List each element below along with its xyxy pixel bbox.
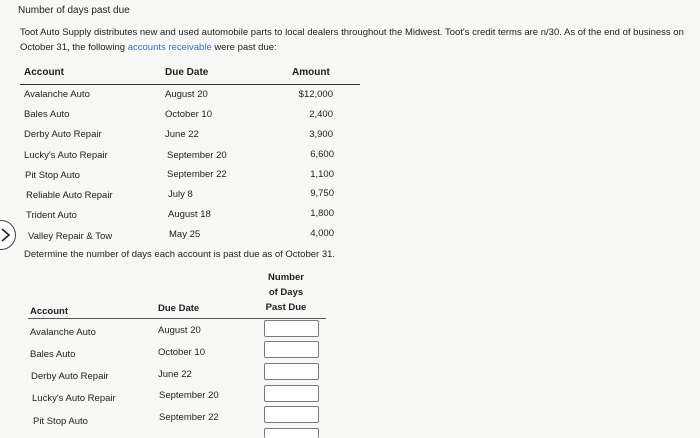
account-name: Bales Auto [30, 349, 76, 360]
col-header-account: Account [24, 67, 64, 78]
amount: 1,100 [310, 169, 334, 180]
due-date: August 18 [168, 209, 211, 220]
amount: 4,000 [310, 228, 334, 239]
col-header-due-date: Due Date [165, 67, 209, 78]
header-line-3: Past Due [265, 302, 307, 313]
intro-text: Toot Auto Supply distributes new and used automobile parts to local dealers throughout the Midwest. Toot's credit terms are n/30. As of the end of business on October 31, the following [20, 27, 684, 53]
days-past-due-input[interactable] [264, 406, 319, 423]
amount: 6,600 [310, 149, 334, 160]
accounts-receivable-link[interactable]: accounts receivable [127, 42, 212, 53]
header-line-1: Number [268, 272, 304, 283]
days-past-due-input[interactable] [264, 341, 319, 358]
account-name: Trident Auto [26, 210, 77, 221]
due-date: June 22 [158, 369, 192, 380]
col-header-due-date: Due Date [158, 303, 200, 314]
days-past-due-input[interactable] [264, 320, 319, 337]
account-name: Avalanche Auto [24, 89, 90, 100]
amount: 2,400 [309, 109, 333, 120]
due-date: May 25 [169, 229, 201, 240]
amount: 9,750 [310, 188, 334, 199]
header-line-2: of Days [268, 287, 304, 298]
account-name: Bales Auto [24, 109, 70, 120]
account-name: Derby Auto Repair [31, 371, 109, 382]
account-name: Reliable Auto Repair [26, 190, 113, 201]
chevron-right-icon [1, 228, 11, 242]
col-header-amount: Amount [292, 67, 330, 78]
problem-intro [20, 25, 690, 55]
due-date: September 22 [159, 412, 219, 423]
account-name: Pit Stop Auto [25, 170, 80, 181]
due-date: September 20 [167, 150, 227, 161]
account-name: Lucky's Auto Repair [32, 393, 116, 404]
account-name: Lucky's Auto Repair [24, 150, 108, 161]
due-date: October 10 [165, 109, 212, 120]
previous-arrow-button[interactable] [0, 220, 16, 250]
account-name: Pit Stop Auto [33, 416, 88, 427]
header-divider [28, 318, 326, 319]
days-past-due-input[interactable] [264, 363, 319, 380]
account-name: Valley Repair & Tow [28, 231, 113, 242]
due-date: October 10 [158, 347, 205, 358]
intro-text-end: were past due: [211, 42, 277, 53]
days-past-due-input-partial[interactable] [264, 428, 319, 438]
col-header-account: Account [30, 306, 68, 317]
amount: 1,800 [310, 208, 334, 219]
page-heading: Number of days past due [18, 5, 130, 16]
account-name: Derby Auto Repair [24, 129, 102, 140]
account-name: Avalanche Auto [30, 327, 96, 338]
due-date: June 22 [165, 129, 199, 140]
header-divider [20, 84, 360, 85]
amount: $12,000 [298, 89, 333, 100]
due-date: September 20 [159, 390, 219, 401]
due-date: September 22 [167, 169, 227, 180]
col-header-days-past-due [258, 270, 314, 315]
days-past-due-input[interactable] [264, 385, 319, 402]
question-text: Determine the number of days each account is past due as of October 31. [24, 249, 336, 260]
due-date: August 20 [165, 89, 208, 100]
due-date: July 8 [168, 189, 193, 200]
amount: 3,900 [309, 129, 333, 140]
due-date: August 20 [158, 325, 201, 336]
